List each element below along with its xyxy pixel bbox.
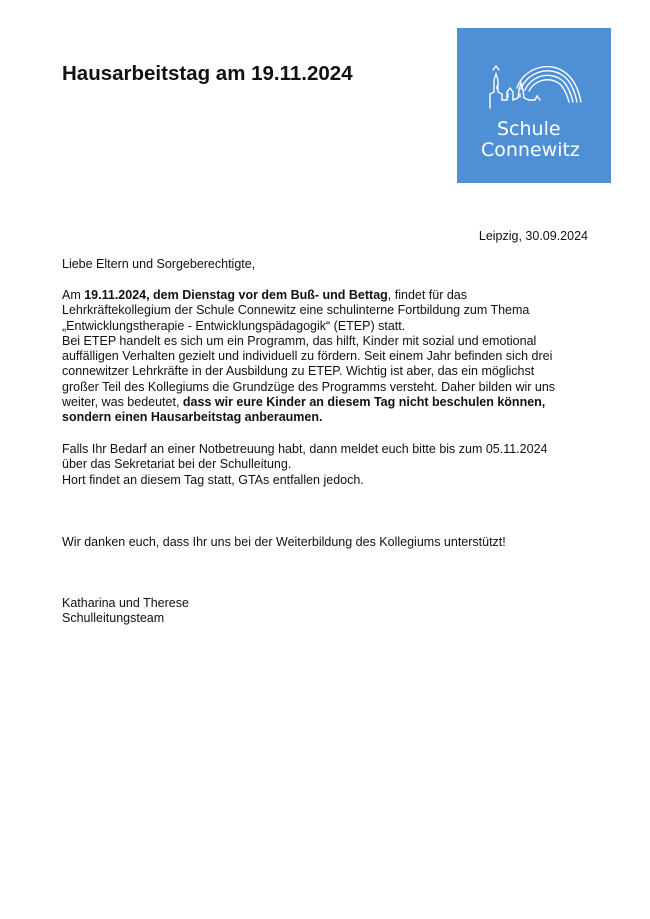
school-logo	[457, 28, 611, 183]
logo-text-connewitz: Connewitz	[481, 139, 580, 161]
paragraph-line: „Entwicklungstherapie - Entwicklungspädagogik“ (ETEP) statt.	[62, 318, 406, 333]
paragraph-line: über das Sekretariat bei der Schulleitung.	[62, 457, 292, 472]
paragraph-line	[62, 288, 592, 303]
paragraph-line: Bei ETEP handelt es sich um ein Programm, das hilft, Kinder mit sozial und emotional	[62, 333, 537, 348]
text-span: Am	[62, 288, 85, 302]
date-emphasis: 19.11.2024, dem Dienstag vor dem Buß- und Bettag	[84, 288, 388, 302]
paragraph-info	[62, 288, 592, 426]
thanks-paragraph	[62, 535, 592, 550]
letter-title: Hausarbeitstag am 19.11.2024	[62, 62, 353, 85]
paragraph-line: auffälligen Verhalten gezielt und individuell zu fördern. Seit einem Jahr befinden sich drei	[62, 349, 553, 364]
rainbow-logo-graphic	[457, 28, 611, 183]
paragraph-line: connewitzer Lehrkräfte in der Ausbildung zu ETEP. Wichtig ist aber, das ein möglichst	[62, 364, 535, 379]
place-date: Leipzig, 30.09.2024	[478, 229, 588, 243]
paragraph-line	[62, 395, 592, 410]
salutation	[62, 257, 592, 272]
paragraph-line	[62, 410, 592, 425]
notice-emphasis-cont: sondern einen Hausarbeitstag anberaumen.	[62, 410, 323, 425]
notice-emphasis: dass wir eure Kinder an diesem Tag nicht beschulen können,	[182, 395, 546, 410]
signature-block	[62, 596, 592, 627]
paragraph-line: großer Teil des Kollegiums die Grundzüge des Programms versteht. Daher bilden wir uns	[62, 379, 556, 394]
signature-names: Katharina und Therese	[62, 596, 189, 610]
paragraph-line: Hort findet an diesem Tag statt, GTAs entfallen jedoch.	[62, 472, 364, 487]
thanks-line: Wir danken euch, dass Ihr uns bei der Weiterbildung des Kollegiums unterstützt!	[62, 535, 506, 549]
paragraph-care	[62, 442, 592, 488]
signature-team: Schulleitungsteam	[62, 611, 165, 626]
text-span: , findet für das	[387, 288, 468, 302]
text-span: weiter, was bedeutet,	[62, 395, 183, 410]
salutation-line: Liebe Eltern und Sorgeberechtigte,	[62, 257, 256, 271]
paragraph-line: Lehrkräftekollegium der Schule Connewitz eine schulinterne Fortbildung zum Thema	[62, 303, 530, 318]
logo-text-schule: Schule	[497, 118, 561, 140]
paragraph-line: Falls Ihr Bedarf an einer Notbetreuung habt, dann meldet euch bitte bis zum 05.11.2024	[62, 442, 548, 456]
